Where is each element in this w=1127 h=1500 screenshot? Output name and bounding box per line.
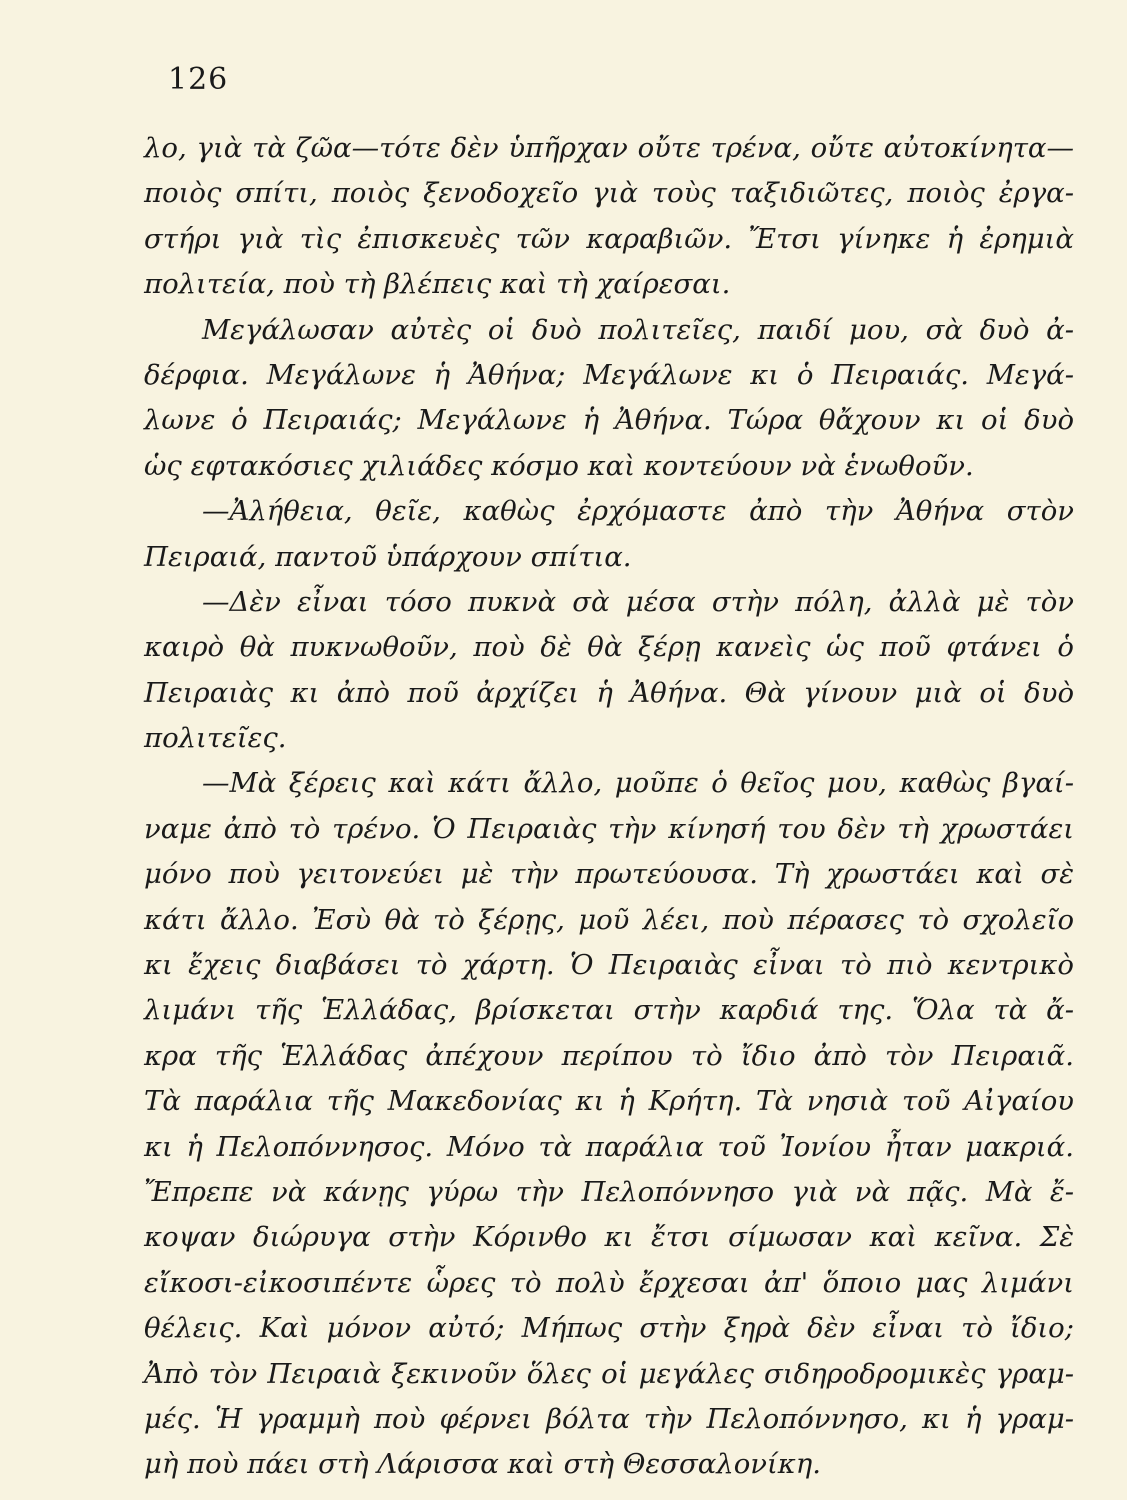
- text-line: πολιτεῖες.: [144, 722, 287, 755]
- text-line: κι ἡ Πελοπόννησος. Μόνο τὰ παράλια τοῦ Ἰονίου ἦταν μακριά.: [144, 1130, 1074, 1163]
- text-line: πολιτεία, ποὺ τὴ βλέπεις καὶ τὴ χαίρεσαι.: [144, 268, 731, 301]
- text-line: μές. Ἡ γραμμὴ ποὺ φέρνει βόλτα τὴν Πελοπόννησο, κι ἡ γραμ-: [144, 1402, 1074, 1435]
- text-line: θέλεις. Καὶ μόνον αὐτό; Μήπως στὴν ξηρὰ δὲν εἶναι τὸ ἴδιο;: [144, 1312, 1074, 1345]
- text-line: λωνε ὁ Πειραιάς; Μεγάλωνε ἡ Ἀθήνα. Τώρα θἄχουν κι οἱ δυὸ: [144, 404, 1074, 437]
- text-line: λο, γιὰ τὰ ζῶα—τότε δὲν ὑπῆρχαν οὔτε τρένα, οὔτε αὐτοκίνητα—: [144, 132, 1074, 164]
- text-line: Μεγάλωσαν αὐτὲς οἱ δυὸ πολιτεῖες, παιδί μου, σὰ δυὸ ἀ-: [202, 313, 1074, 346]
- text-line: ναμε ἀπὸ τὸ τρένο. Ὁ Πειραιὰς τὴν κίνησή του δὲν τὴ χρωστάει: [144, 812, 1074, 845]
- text-line: εἴκοσι-εἰκοσιπέντε ὧρες τὸ πολὺ ἔρχεσαι ἀπ' ὅποιο μας λιμάνι: [144, 1266, 1074, 1299]
- text-line: κρα τῆς Ἑλλάδας ἀπέχουν περίπου τὸ ἴδιο ἀπὸ τὸν Πειραιᾶ.: [144, 1039, 1074, 1072]
- body-text: [144, 126, 1074, 1488]
- text-line: ποιὸς σπίτι, ποιὸς ξενοδοχεῖο γιὰ τοὺς ταξιδιῶτες, ποιὸς ἐργα-: [144, 177, 1074, 210]
- text-line: ὡς εφτακόσιες χιλιάδες κόσμο καὶ κοντεύουν νὰ ἑνωθοῦν.: [144, 449, 974, 482]
- text-line: μὴ ποὺ πάει στὴ Λάρισσα καὶ στὴ Θεσσαλονίκη.: [144, 1448, 822, 1481]
- text-line: Ἔπρεπε νὰ κάνῃς γύρω τὴν Πελοπόννησο γιὰ νὰ πᾷς. Μὰ ἔ-: [144, 1175, 1074, 1208]
- text-line: Πειραιά, παντοῦ ὑπάρχουν σπίτια.: [144, 540, 632, 573]
- text-line: Πειραιὰς κι ἀπὸ ποῦ ἀρχίζει ἡ Ἀθήνα. Θὰ γίνουν μιὰ οἱ δυὸ: [144, 676, 1074, 709]
- text-line: κι ἔχεις διαβάσει τὸ χάρτη. Ὁ Πειραιὰς εἶναι τὸ πιὸ κεντρικὸ: [144, 949, 1074, 982]
- text-line: Τὰ παράλια τῆς Μακεδονίας κι ἡ Κρήτη. Τὰ νησιὰ τοῦ Αἰγαίου: [144, 1085, 1074, 1118]
- text-line: —Δὲν εἶναι τόσο πυκνὰ σὰ μέσα στὴν πόλη, ἀλλὰ μὲ τὸν: [202, 585, 1074, 618]
- text-line: μόνο ποὺ γειτονεύει μὲ τὴν πρωτεύουσα. Τὴ χρωστάει καὶ σὲ: [144, 858, 1074, 891]
- page-number: 126: [168, 62, 229, 97]
- text-line: στήρι γιὰ τὶς ἐπισκευὲς τῶν καραβιῶν. Ἔτσι γίνηκε ἡ ἐρημιὰ: [144, 222, 1074, 255]
- text-line: λιμάνι τῆς Ἑλλάδας, βρίσκεται στὴν καρδιά της. Ὅλα τὰ ἄ-: [144, 994, 1074, 1027]
- text-line: καιρὸ θὰ πυκνωθοῦν, ποὺ δὲ θὰ ξέρῃ κανεὶς ὡς ποῦ φτάνει ὁ: [144, 631, 1074, 664]
- text-line: κοψαν διώρυγα στὴν Κόρινθο κι ἔτσι σίμωσαν καὶ κεῖνα. Σὲ: [144, 1221, 1074, 1254]
- text-line: —Ἀλήθεια, θεῖε, καθὼς ἐρχόμαστε ἀπὸ τὴν Ἀθήνα στὸν: [202, 495, 1074, 528]
- text-line: κάτι ἄλλο. Ἐσὺ θὰ τὸ ξέρῃς, μοῦ λέει, ποὺ πέρασες τὸ σχολεῖο: [144, 903, 1074, 936]
- text-line: Ἀπὸ τὸν Πειραιὰ ξεκινοῦν ὅλες οἱ μεγάλες σιδηροδρομικὲς γραμ-: [144, 1357, 1074, 1390]
- text-line: —Μὰ ξέρεις καὶ κάτι ἄλλο, μοῦπε ὁ θεῖος μου, καθὼς βγαί-: [202, 767, 1074, 800]
- text-line: δέρφια. Μεγάλωνε ἡ Ἀθήνα; Μεγάλωνε κι ὁ Πειραιάς. Μεγά-: [144, 358, 1074, 391]
